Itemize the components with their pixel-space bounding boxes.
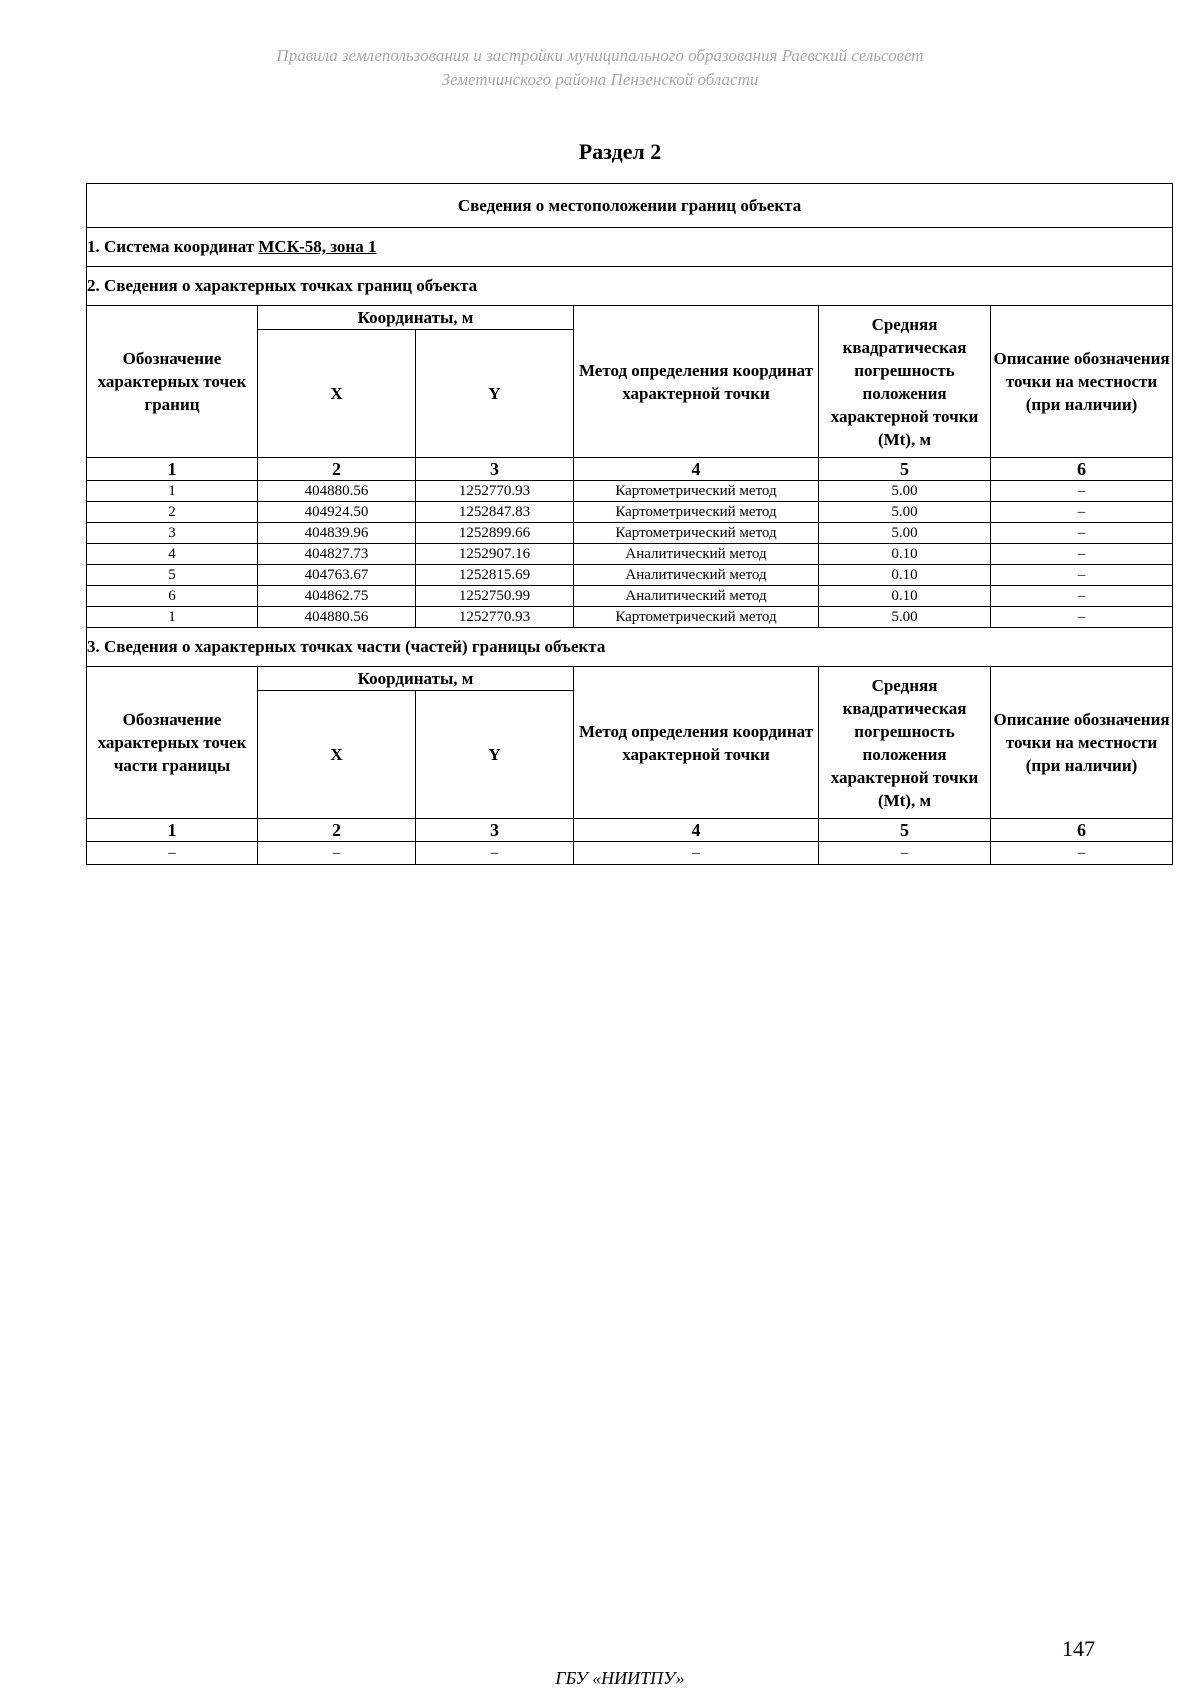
cell-description: – bbox=[991, 565, 1173, 586]
table-row bbox=[87, 565, 1173, 586]
column-number: 3 bbox=[416, 458, 574, 481]
cell-x: 404924.50 bbox=[258, 502, 416, 523]
section-title: Раздел 2 bbox=[578, 139, 662, 164]
cell-x: 404880.56 bbox=[258, 607, 416, 628]
table-row bbox=[87, 607, 1173, 628]
page-number: 147 bbox=[1062, 1636, 1095, 1661]
cell-x: 404827.73 bbox=[258, 544, 416, 565]
cell-y: 1252750.99 bbox=[416, 586, 574, 607]
section3-title: 3. Сведения о характерных точках части (частей) границы объекта bbox=[87, 628, 1173, 667]
column-number: 1 bbox=[87, 819, 258, 842]
table-row bbox=[87, 544, 1173, 565]
column-number: 2 bbox=[258, 819, 416, 842]
cell-description: – bbox=[991, 607, 1173, 628]
cell-error: 5.00 bbox=[819, 481, 991, 502]
column-number: 4 bbox=[574, 819, 819, 842]
cell-method: Аналитический метод bbox=[574, 544, 819, 565]
header-coords: Координаты, м bbox=[258, 667, 574, 691]
header-designation: Обозначение характерных точек части границы bbox=[87, 667, 258, 819]
cell-description: – bbox=[991, 523, 1173, 544]
cell-method: Картометрический метод bbox=[574, 502, 819, 523]
table-row bbox=[87, 502, 1173, 523]
cell-empty: – bbox=[991, 842, 1173, 865]
header-description: Описание обозначения точки на местности (при наличии) bbox=[991, 306, 1173, 458]
coord-system-value: МСК-58, зона 1 bbox=[258, 237, 377, 256]
column-numbers-row bbox=[87, 458, 1173, 481]
cell-description: – bbox=[991, 502, 1173, 523]
cell-x: 404763.67 bbox=[258, 565, 416, 586]
empty-row bbox=[87, 842, 1173, 865]
table-row bbox=[87, 586, 1173, 607]
header-error: Средняя квадратическая погрешность положения характерной точки (Mt), м bbox=[819, 667, 991, 819]
column-number: 1 bbox=[87, 458, 258, 481]
running-header-line-1: Правила землепользования и застройки муниципального образования Раевский сельсовет bbox=[276, 46, 924, 65]
header-x: X bbox=[258, 691, 416, 819]
cell-empty: – bbox=[819, 842, 991, 865]
coord-system-row bbox=[87, 228, 1173, 267]
cell-point: 5 bbox=[87, 565, 258, 586]
cell-method: Аналитический метод bbox=[574, 586, 819, 607]
cell-y: 1252899.66 bbox=[416, 523, 574, 544]
table-row bbox=[87, 523, 1173, 544]
cell-description: – bbox=[991, 586, 1173, 607]
cell-point: 3 bbox=[87, 523, 258, 544]
cell-point: 6 bbox=[87, 586, 258, 607]
column-number: 5 bbox=[819, 819, 991, 842]
coord-system-label: 1. Система координат bbox=[87, 237, 259, 256]
cell-x: 404839.96 bbox=[258, 523, 416, 544]
cell-point: 2 bbox=[87, 502, 258, 523]
cell-y: 1252815.69 bbox=[416, 565, 574, 586]
column-number: 6 bbox=[991, 819, 1173, 842]
column-number: 3 bbox=[416, 819, 574, 842]
header-designation: Обозначение характерных точек границ bbox=[87, 306, 258, 458]
cell-description: – bbox=[991, 481, 1173, 502]
table-title: Сведения о местоположении границ объекта bbox=[87, 184, 1173, 228]
cell-x: 404880.56 bbox=[258, 481, 416, 502]
column-number: 6 bbox=[991, 458, 1173, 481]
cell-x: 404862.75 bbox=[258, 586, 416, 607]
cell-error: 5.00 bbox=[819, 502, 991, 523]
header-method: Метод определения координат характерной точки bbox=[574, 667, 819, 819]
cell-description: – bbox=[991, 544, 1173, 565]
column-number: 4 bbox=[574, 458, 819, 481]
boundary-table bbox=[86, 183, 1173, 865]
running-header-line-2: Земетчинского района Пензенской области bbox=[441, 70, 759, 89]
section2-title: 2. Сведения о характерных точках границ объекта bbox=[87, 267, 1173, 306]
header-coords: Координаты, м bbox=[258, 306, 574, 330]
footer: ГБУ «НИИТПУ» bbox=[555, 1668, 685, 1688]
cell-empty: – bbox=[416, 842, 574, 865]
cell-error: 5.00 bbox=[819, 523, 991, 544]
cell-point: 4 bbox=[87, 544, 258, 565]
table-row bbox=[87, 481, 1173, 502]
cell-point: 1 bbox=[87, 607, 258, 628]
header-method: Метод определения координат характерной точки bbox=[574, 306, 819, 458]
column-number: 2 bbox=[258, 458, 416, 481]
cell-y: 1252770.93 bbox=[416, 607, 574, 628]
header-error: Средняя квадратическая погрешность положения характерной точки (Mt), м bbox=[819, 306, 991, 458]
cell-y: 1252770.93 bbox=[416, 481, 574, 502]
cell-empty: – bbox=[574, 842, 819, 865]
column-numbers-row bbox=[87, 819, 1173, 842]
cell-y: 1252907.16 bbox=[416, 544, 574, 565]
cell-error: 0.10 bbox=[819, 544, 991, 565]
header-y: Y bbox=[416, 330, 574, 458]
cell-error: 0.10 bbox=[819, 565, 991, 586]
cell-method: Картометрический метод bbox=[574, 481, 819, 502]
cell-method: Аналитический метод bbox=[574, 565, 819, 586]
cell-y: 1252847.83 bbox=[416, 502, 574, 523]
cell-point: 1 bbox=[87, 481, 258, 502]
header-x: X bbox=[258, 330, 416, 458]
cell-method: Картометрический метод bbox=[574, 523, 819, 544]
header-description: Описание обозначения точки на местности (при наличии) bbox=[991, 667, 1173, 819]
running-header bbox=[0, 44, 1200, 92]
cell-empty: – bbox=[258, 842, 416, 865]
column-number: 5 bbox=[819, 458, 991, 481]
cell-error: 0.10 bbox=[819, 586, 991, 607]
cell-method: Картометрический метод bbox=[574, 607, 819, 628]
header-y: Y bbox=[416, 691, 574, 819]
cell-empty: – bbox=[87, 842, 258, 865]
cell-error: 5.00 bbox=[819, 607, 991, 628]
